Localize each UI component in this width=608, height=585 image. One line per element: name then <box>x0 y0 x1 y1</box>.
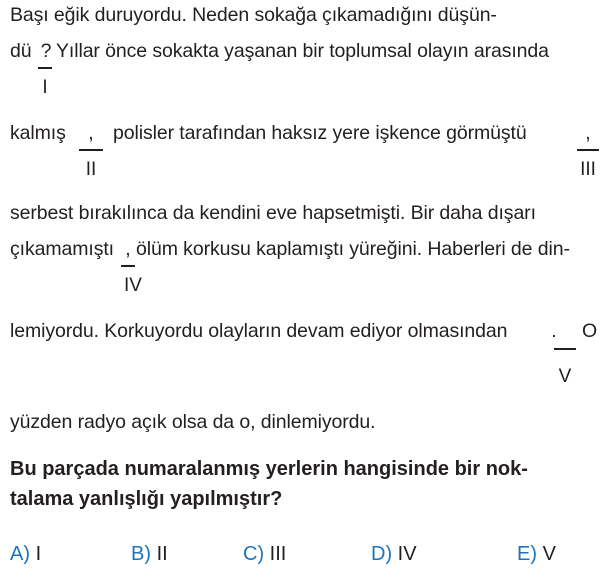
option-b-letter: B) <box>131 543 151 565</box>
passage-line-5a: çıkamamıştı <box>10 238 114 260</box>
passage-line-1: Başı eğik duruyordu. Neden sokağa çıkamadığını düşün- <box>10 4 497 26</box>
mark-3-underline <box>577 149 599 151</box>
passage-line-4: serbest bırakılınca da kendini eve hapsetmişti. Bir daha dışarı <box>10 202 536 224</box>
mark-5-underline <box>554 348 576 350</box>
passage-line-5b: ölüm korkusu kaplamıştı yüreğini. Haberleri de din- <box>136 238 570 260</box>
passage-line-6b: O <box>582 320 598 342</box>
passage-line-2a: dü <box>10 40 32 62</box>
mark-3-punct: , <box>585 122 591 144</box>
option-b[interactable] <box>131 543 168 566</box>
option-a[interactable] <box>10 543 41 566</box>
option-d-text: IV <box>397 543 417 565</box>
mark-4-label: IV <box>124 275 142 296</box>
mark-1-punct: ? <box>40 40 52 62</box>
mark-5-label: V <box>558 366 572 387</box>
passage-line-2b: Yıllar önce sokakta yaşanan bir toplumsal olayın arasında <box>56 40 549 62</box>
option-e[interactable] <box>517 543 556 566</box>
question-line-1: Bu parçada numaralanmış yerlerin hangisinde bir nok- <box>10 458 528 480</box>
option-a-letter: A) <box>10 543 30 565</box>
question-line-2: talama yanlışlığı yapılmıştır? <box>10 488 283 510</box>
mark-4-punct: , <box>125 238 131 260</box>
mark-2-underline <box>79 149 103 151</box>
passage-line-3b: polisler tarafından haksız yere işkence görmüştü <box>113 122 527 144</box>
mark-1-underline <box>38 67 52 69</box>
mark-2-label: II <box>85 159 97 180</box>
mark-5-punct: . <box>551 320 557 342</box>
option-e-letter: E) <box>517 543 537 565</box>
option-e-text: V <box>542 543 556 565</box>
option-c-letter: C) <box>243 543 265 565</box>
option-d[interactable] <box>371 543 417 566</box>
passage-line-7: yüzden radyo açık olsa da o, dinlemiyordu. <box>10 411 376 433</box>
option-d-letter: D) <box>371 543 393 565</box>
mark-3-label: III <box>580 159 596 180</box>
mark-2-punct: , <box>88 122 94 144</box>
option-a-text: I <box>35 543 42 565</box>
passage-line-3a: kalmış <box>10 122 66 144</box>
option-b-text: II <box>156 543 168 565</box>
option-c-text: III <box>269 543 287 565</box>
mark-1-label: I <box>42 77 48 98</box>
option-c[interactable] <box>243 543 286 566</box>
mark-4-underline <box>121 265 135 267</box>
passage-line-6a: lemiyordu. Korkuyordu olayların devam ediyor olmasından <box>10 320 508 342</box>
